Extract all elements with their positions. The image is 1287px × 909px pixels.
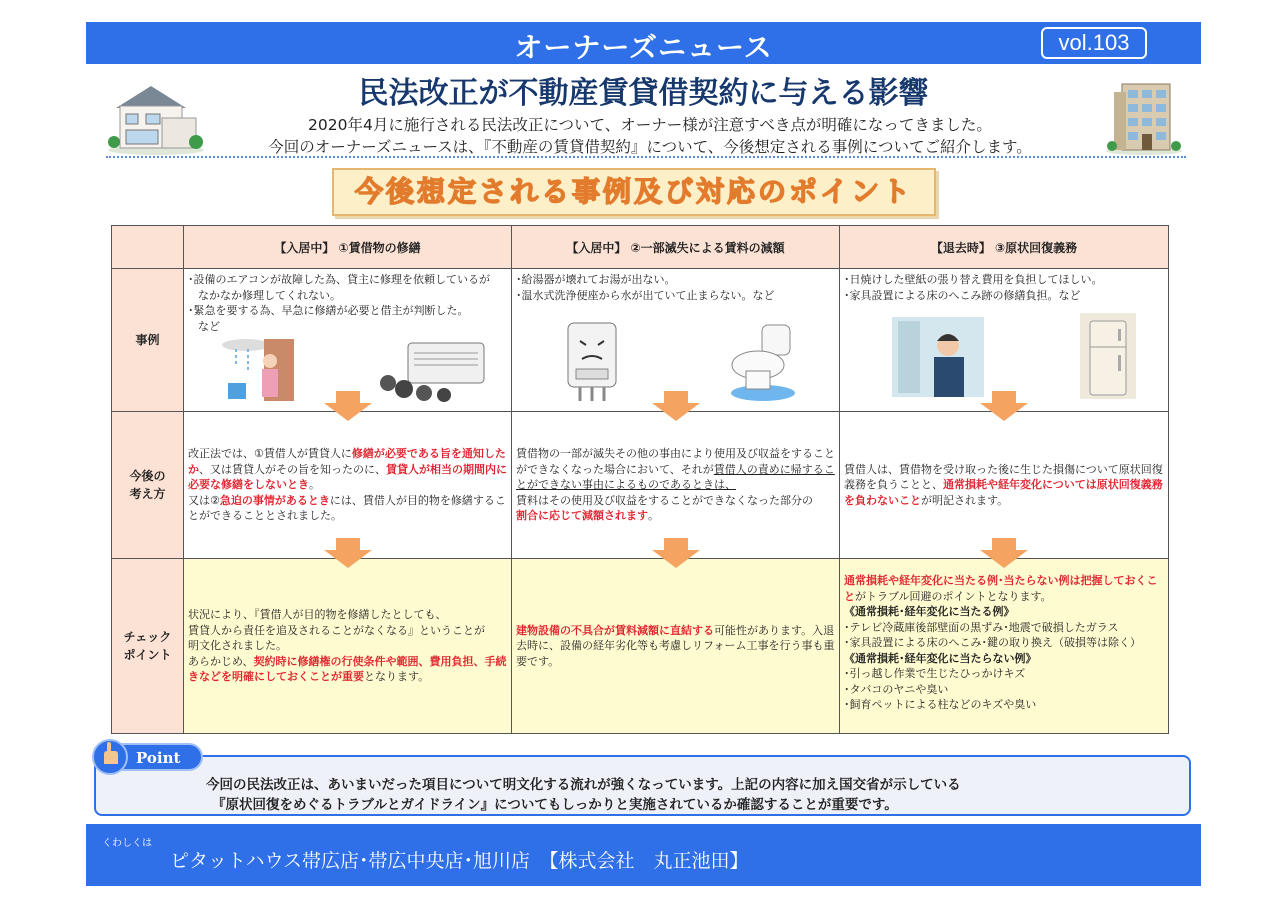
thinking-cell-repair	[184, 412, 512, 559]
list-item: ･家具設置による床のへこみ･鍵の取り換え（破損等は除く）	[844, 636, 1141, 649]
highlight-text: 通常損耗や経年変化については原状回復義務を負わないこと	[844, 478, 1163, 507]
text-span: 又は②	[188, 493, 220, 507]
thinking-text	[516, 446, 835, 524]
list-item: ･飼育ペットによる柱などのキズや臭い	[844, 698, 1037, 711]
intro-line-1: 2020年4月に施行される民法改正について、オーナー様が注意すべき点が明確になってきました。	[308, 116, 992, 134]
check-cell-repair	[184, 559, 512, 734]
point-text	[206, 775, 961, 815]
text-span: 可能性があります。入退去時に、設備の経年劣化等も考慮しリフォーム工事を行う事も重要です。	[516, 623, 835, 668]
list-item: ･タバコのヤニや臭い	[844, 682, 949, 696]
down-arrow-icon	[980, 538, 1028, 568]
text-span: 。	[309, 478, 320, 492]
corner-cell	[112, 226, 184, 269]
highlight-text: 割合に応じて減額されます	[516, 509, 648, 523]
footer-more-info-label: くわしくは	[102, 838, 152, 849]
broken-air-conditioner-illustration	[374, 339, 486, 403]
row-header-check-point	[112, 559, 184, 734]
newsletter-title: オーナーズニュース	[514, 31, 773, 64]
underlined-text: 賃借人の責めに帰することができない事由によるものであるときは、	[516, 462, 835, 492]
case-text: ･家具設置による床のへこみ跡の修繕負担。など	[844, 288, 1081, 302]
section-banner	[332, 168, 936, 216]
text-span: 賃借人は、賃借物を受け取った後に生じた損傷について原状回復義務を負うことと、	[844, 462, 1163, 492]
leaking-toilet-illustration	[728, 321, 798, 403]
check-text	[188, 607, 507, 685]
text-span: には、賃借人が目的物を修繕することができることとされました。	[188, 493, 506, 523]
highlight-text: 建物設備の不具合が賃料減額に直結する	[516, 623, 714, 637]
text-span: 改正法では、①賃借人が賃貸人に	[188, 447, 352, 461]
column-header-restoration: 【退去時】 ③原状回復義務	[840, 226, 1169, 269]
text-span: あらかじめ、	[188, 654, 254, 668]
check-cell-restoration	[840, 559, 1169, 734]
row-header-line: 考え方	[129, 487, 166, 501]
thinking-cell-rent-reduction	[512, 412, 840, 559]
row-header-line: 今後の	[129, 469, 166, 483]
row-header-line: チェック	[123, 630, 172, 644]
point-line-2: 『原状回復をめぐるトラブルとガイドライン』についてもしっかりと実施されているか確認することが重要です。	[212, 797, 898, 813]
list-item: ･テレビ冷蔵庫後部壁面の黒ずみ･地震で破損したガラス	[844, 620, 1119, 634]
text-span: となります。	[364, 670, 430, 684]
intro-line-2: 今回のオーナーズニュースは、『不動産の賃貸借契約』について、今後想定される事例についてご紹介します。	[268, 138, 1032, 156]
thinking-text	[188, 446, 507, 524]
row-header-future-thinking	[112, 412, 184, 559]
text-span: 。	[648, 509, 659, 523]
case-cell-repair	[184, 269, 512, 412]
highlight-text: 賃貸人が相当の期間内に必要な修繕をしないとき	[188, 462, 507, 492]
header-bar	[86, 22, 1201, 64]
case-cell-restoration	[840, 269, 1169, 412]
text-line: 状況により、『賃借人が目的物を修繕したとしても、	[188, 608, 447, 622]
intro-text	[150, 114, 1150, 158]
check-cell-rent-reduction	[512, 559, 840, 734]
down-arrow-icon	[324, 391, 372, 421]
broken-water-heater-illustration	[562, 319, 622, 403]
main-title: 民法改正が不動産賃貸借契約に与える影響	[358, 76, 929, 111]
point-box	[94, 755, 1191, 816]
wallpaper-repair-illustration	[892, 317, 984, 397]
case-cell-rent-reduction	[512, 269, 840, 412]
text-line: 賃貸人から責任を追及されることがなくなる』ということが	[188, 623, 485, 637]
case-text: ･日焼けした壁紙の張り替え費用を負担してほしい。	[844, 273, 1103, 286]
footer-company-text: ピタットハウス帯広店･帯広中央店･旭川店 【株式会社 丸正池田】	[170, 850, 749, 872]
down-arrow-icon	[324, 538, 372, 568]
check-text	[516, 623, 835, 670]
text-span: がトラブル回避のポイントとなります。	[855, 589, 1052, 603]
row-header-cases: 事例	[112, 269, 184, 412]
leaking-ceiling-illustration	[218, 335, 298, 405]
case-text: ･給湯器が壊れてお湯が出ない。	[516, 273, 676, 286]
text-line: 明文化されました。	[188, 639, 287, 653]
case-text: なかなか修理してくれない。	[198, 288, 341, 302]
case-text: ･温水式洗浄便座から水が出ていて止まらない。など	[516, 288, 775, 302]
text-span: 、又は賃貸人がその旨を知ったのに、	[199, 462, 386, 476]
highlight-text: 通常損耗や経年変化に当たる例･当たらない例は把握しておくこと	[844, 574, 1158, 603]
point-badge	[92, 738, 204, 776]
row-header-line: ポイント	[123, 648, 172, 662]
subheading: 《通常損耗･経年変化に当たらない例》	[844, 651, 1037, 665]
down-arrow-icon	[652, 538, 700, 568]
list-item: ･引っ越し作業で生じたひっかけキズ	[844, 667, 1026, 680]
highlight-text: 修繕が必要である旨を通知したか	[188, 447, 506, 476]
text-span: が明記されます。	[921, 493, 1009, 507]
footer-bar	[86, 824, 1201, 886]
point-line-1: 今回の民法改正は、あいまいだった項目について明文化する流れが強くなっています。上記の内容に加え国交省が示している	[206, 777, 961, 793]
highlight-text: 契約時に修繕権の行使条件や範囲、費用負担、手続きなどを明確にしておくことが重要	[188, 654, 507, 684]
case-text: ･緊急を要する為、早急に修繕が必要と借主が判断した。	[188, 304, 469, 317]
case-text: など	[198, 319, 220, 333]
thinking-cell-restoration	[840, 412, 1169, 559]
down-arrow-icon	[980, 391, 1028, 421]
check-text	[844, 573, 1164, 713]
refrigerator-illustration	[1080, 313, 1136, 399]
text-span: 賃借物の一部が滅失その他の事由により使用及び収益をすることができなくなった場合において、それが	[516, 447, 835, 476]
section-banner-text: 今後想定される事例及び対応のポイント	[354, 175, 913, 208]
divider	[106, 156, 1186, 158]
column-header-repair: 【入居中】 ①賃借物の修繕	[184, 226, 512, 269]
down-arrow-icon	[652, 391, 700, 421]
text-span: 賃料はその使用及び収益をすることができなくなった部分の	[516, 493, 813, 507]
thinking-text	[844, 462, 1164, 509]
volume-badge: vol.103	[1041, 27, 1147, 59]
subheading: 《通常損耗･経年変化に当たる例》	[844, 605, 1015, 618]
case-text: ･設備のエアコンが故障した為、貸主に修理を依頼しているが	[188, 273, 490, 286]
point-badge-label: Point	[136, 749, 181, 767]
case-table	[111, 225, 1169, 734]
highlight-text: 急迫の事情があるとき	[219, 493, 330, 507]
column-header-rent-reduction: 【入居中】 ②一部滅失による賃料の減額	[512, 226, 840, 269]
